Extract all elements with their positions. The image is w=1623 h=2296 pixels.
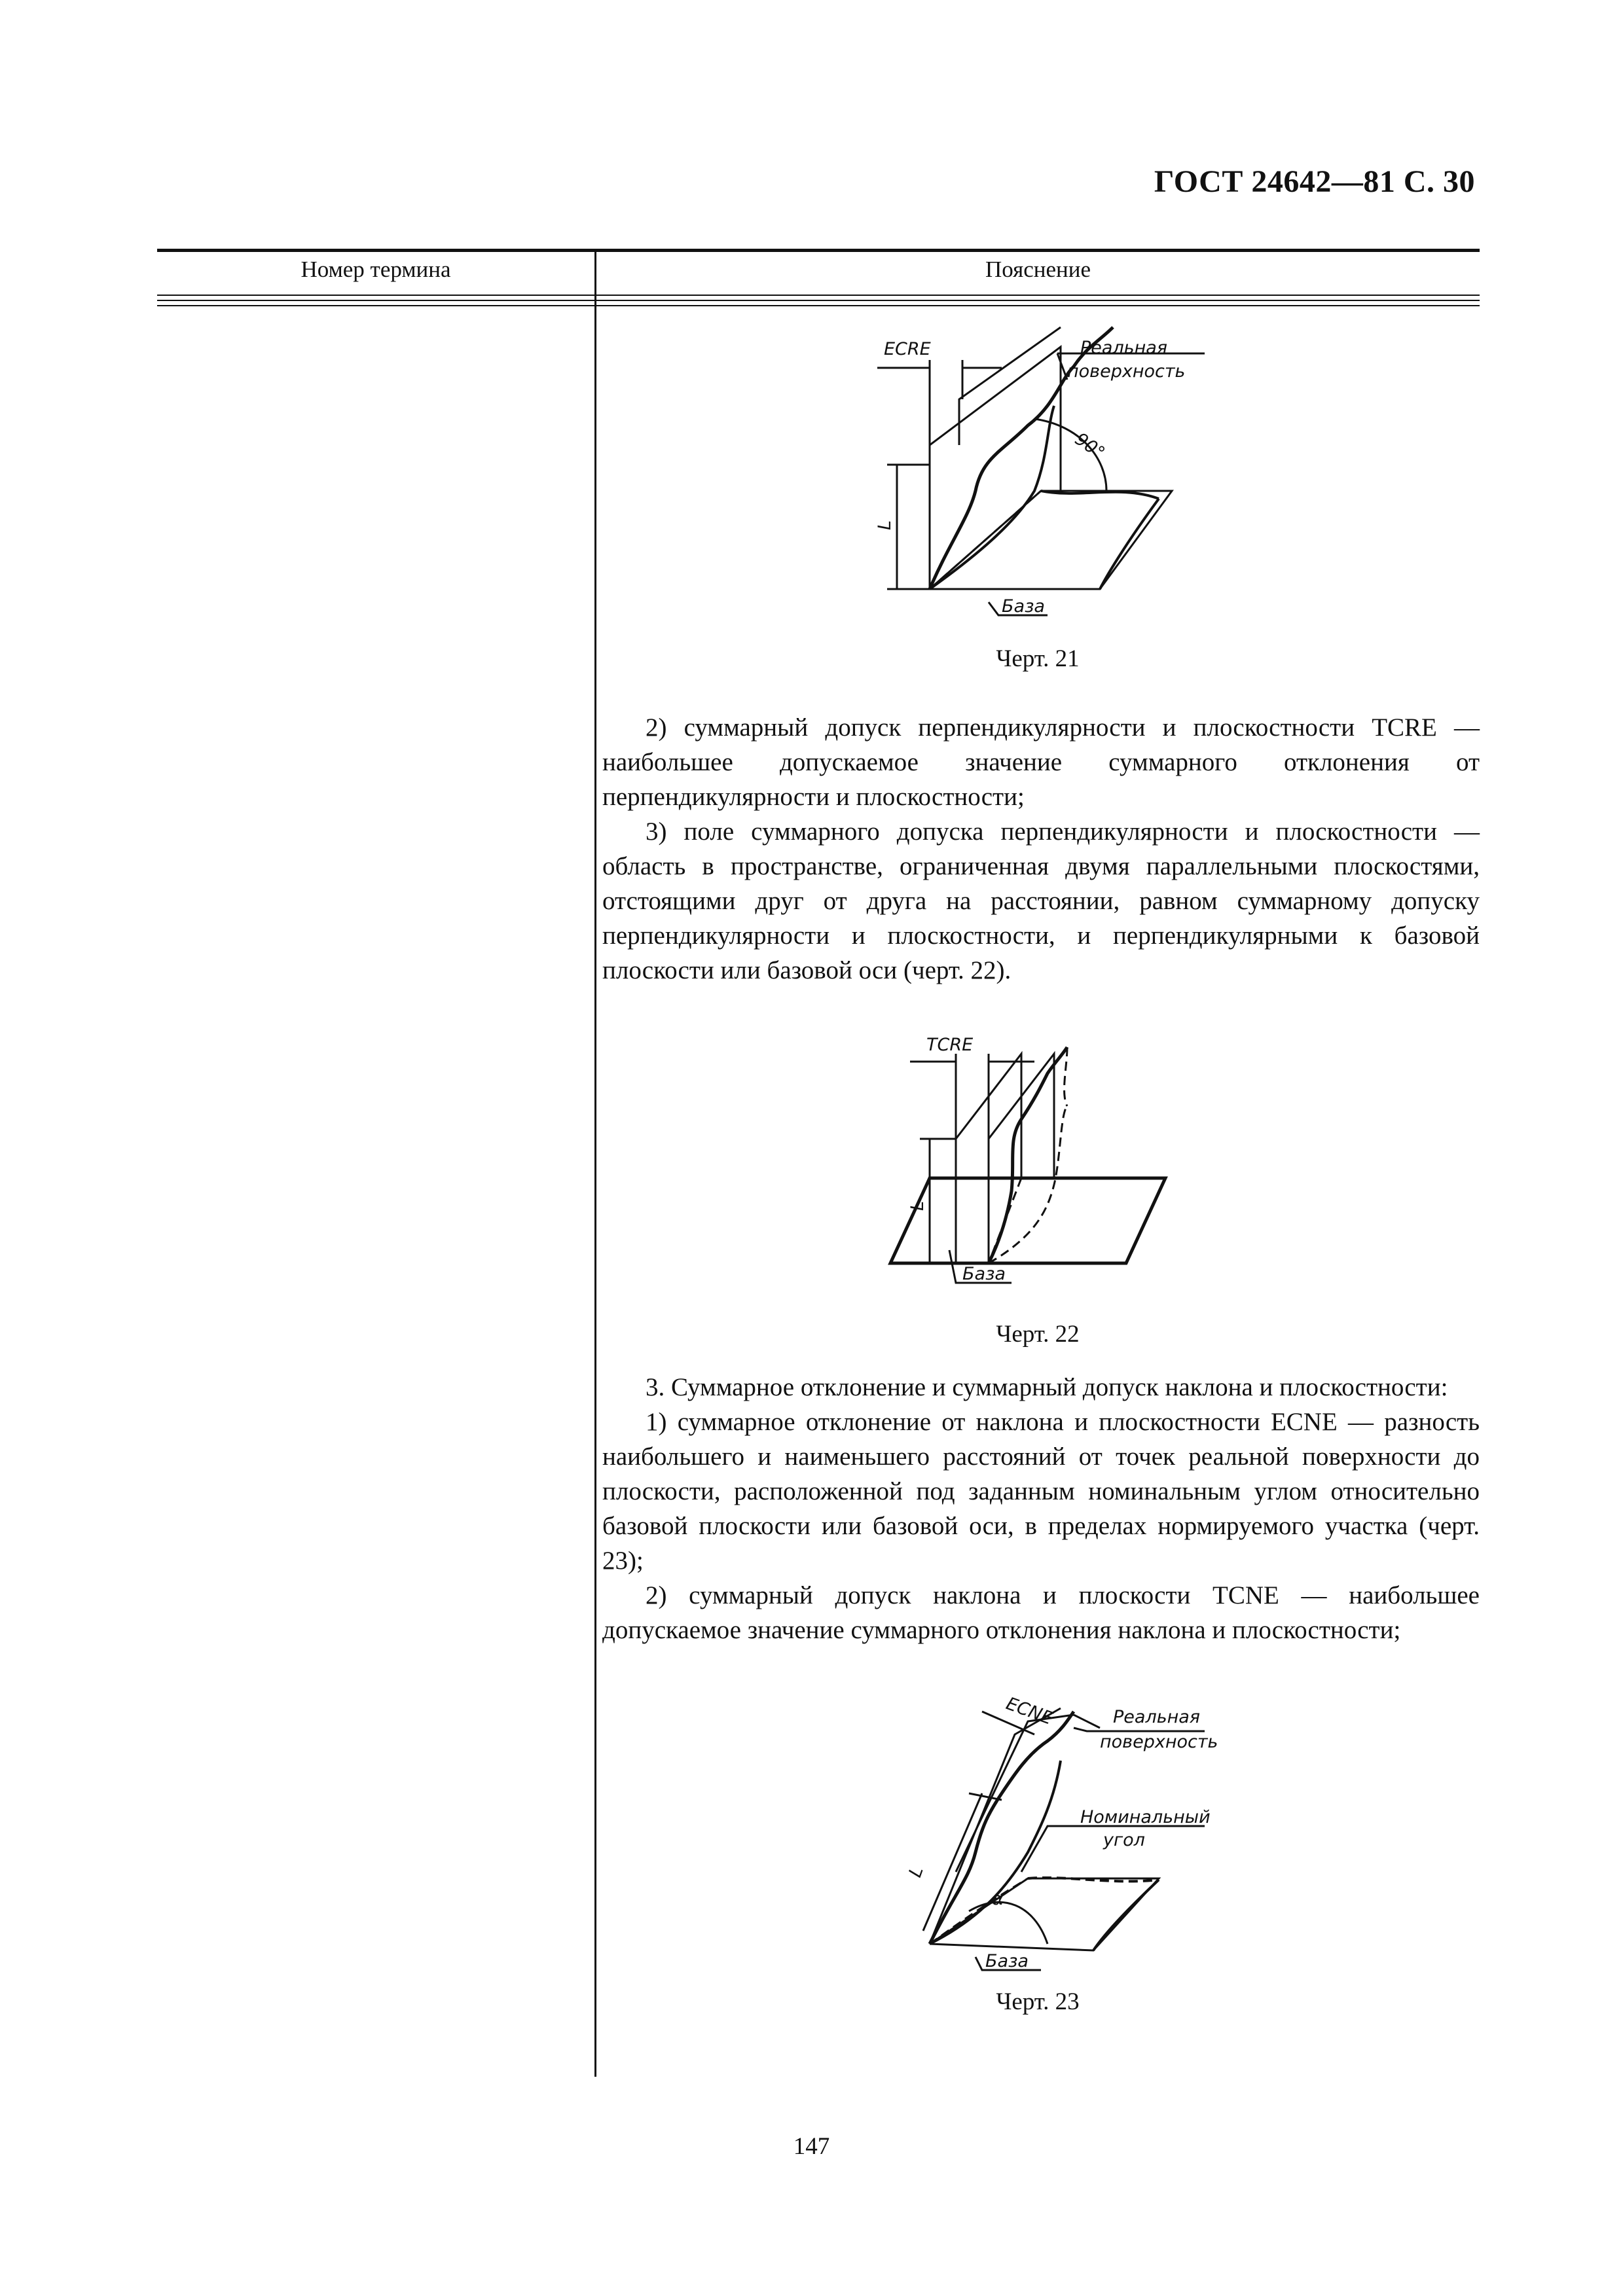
fig21-label-length: L	[875, 520, 895, 530]
paragraph: 2) суммарный допуск наклона и плоскости TCNE — наибольшее допускаемое значение суммарного отклонения наклона и плоскостности;	[602, 1581, 1480, 1644]
fig21-label-angle: 90°	[1070, 429, 1108, 464]
fig23-label-nominal-angle-2: угол	[1103, 1830, 1145, 1850]
table-column-divider	[594, 251, 596, 2077]
figure-23-drawing	[877, 1695, 1244, 1977]
fig23-label-ecne: ECNE	[1003, 1693, 1055, 1729]
fig23-label-real-surface-1: Реальная	[1113, 1707, 1201, 1727]
figure-23-caption: Черт. 23	[996, 1988, 1080, 2015]
figure-22-drawing	[890, 1028, 1178, 1302]
fig22-label-length: L	[907, 1200, 928, 1211]
document-header: ГОСТ 24642—81 С. 30	[1154, 164, 1475, 199]
fig23-label-alpha: α	[992, 1889, 1004, 1909]
figure-22-caption: Черт. 22	[996, 1321, 1080, 1348]
column-header-explanation: Пояснение	[985, 257, 1091, 282]
fig21-label-base: База	[1002, 596, 1045, 617]
text-block-1	[602, 710, 1480, 988]
fig21-label-real-surface-2: поверхность	[1067, 361, 1186, 382]
fig23-label-nominal-angle-1: Номинальный	[1080, 1807, 1211, 1827]
table-top-rule	[157, 249, 1480, 252]
table-head-rule-2	[157, 300, 1480, 301]
figure-21-drawing	[864, 327, 1231, 641]
fig23-label-real-surface-2: поверхность	[1100, 1732, 1218, 1752]
text-block-2	[602, 1370, 1480, 1647]
paragraph: 3. Суммарное отклонение и суммарный допуск наклона и плоскостности:	[646, 1373, 1448, 1401]
paragraph: 3) поле суммарного допуска перпендикулярности и плоскостности — область в пространстве, ограниченная двумя параллельными плоскостями, отстоящими друг от друга на расстоянии, равном суммарному допуску перпендикулярности и плоскостности, и перпендикулярными к базовой плоскости или базовой оси (черт. 22).	[602, 817, 1480, 984]
fig21-label-ecre: ECRE	[884, 339, 931, 359]
fig23-label-length: L	[905, 1863, 928, 1880]
fig22-label-base: База	[962, 1264, 1006, 1284]
fig22-label-tcre: TCRE	[926, 1035, 974, 1055]
fig21-label-real-surface-1: Реальная	[1080, 338, 1168, 358]
fig23-label-base: База	[985, 1951, 1029, 1971]
table-head-rule-3	[157, 305, 1480, 306]
paragraph: 2) суммарный допуск перпендикулярности и плоскостности TCRE — наибольшее допускаемое значение суммарного отклонения от перпендикулярности и плоскостности;	[602, 713, 1480, 811]
figure-21-caption: Черт. 21	[996, 645, 1080, 672]
column-header-term-number: Номер термина	[301, 257, 451, 282]
paragraph: 1) суммарное отклонение от наклона и плоскостности ECNE — разность наибольшего и наименьшего расстояний от точек реальной поверхности до плоскости, расположенной под заданным номинальным углом относительно базовой плоскости или базовой оси, в пределах нормируемого участка (черт. 23);	[602, 1408, 1480, 1575]
table-head-rule-1	[157, 295, 1480, 296]
page-number: 147	[793, 2133, 830, 2160]
